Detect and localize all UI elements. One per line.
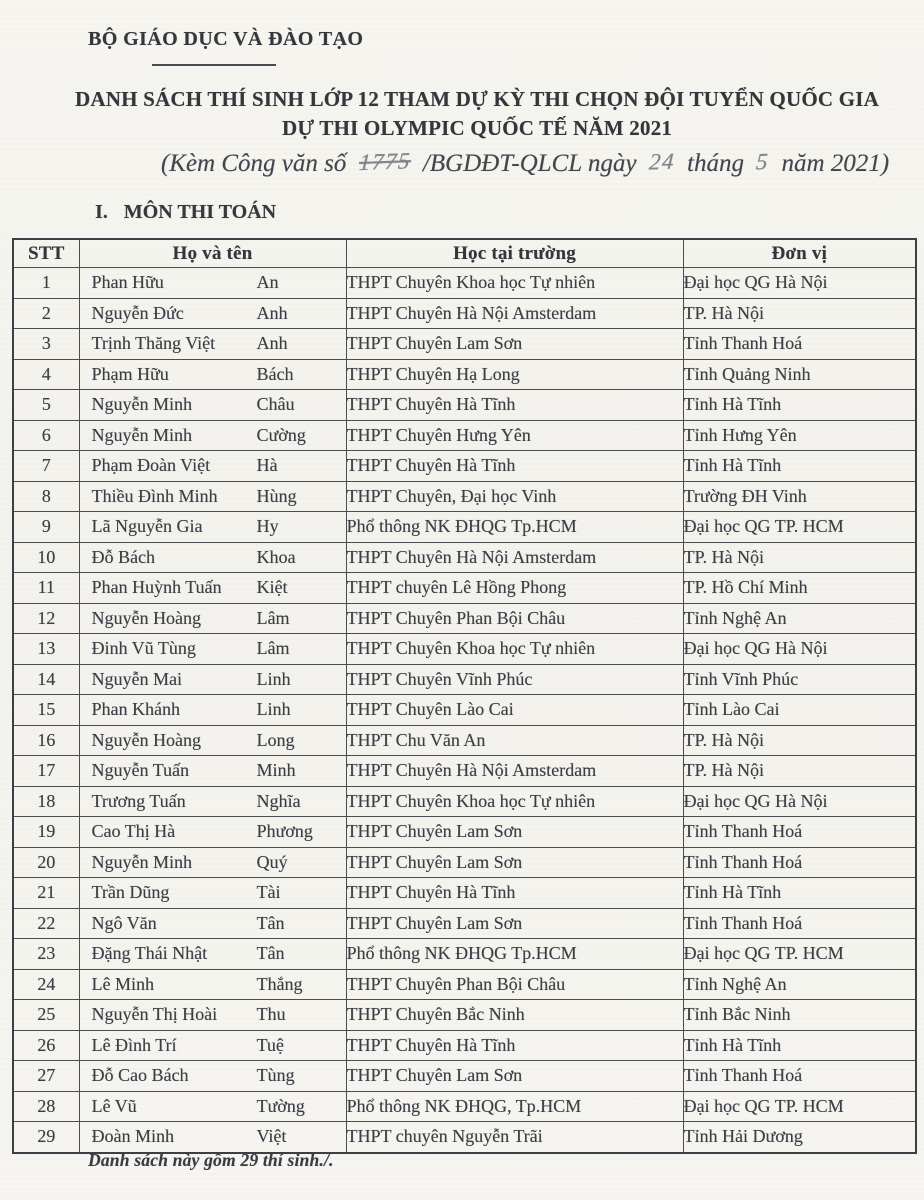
unit-cell: TP. Hà Nội <box>683 298 916 329</box>
stt-cell: 2 <box>13 298 79 329</box>
unit-cell: TP. Hà Nội <box>683 542 916 573</box>
family-name: Lê Vũ <box>91 1095 137 1116</box>
stt-cell: 21 <box>13 878 79 909</box>
table-row <box>13 329 916 360</box>
family-name: Đỗ Bách <box>91 546 155 567</box>
reference-prefix: (Kèm Công văn số <box>160 150 347 177</box>
header-school: Học tại trường <box>346 239 683 268</box>
unit-cell: Tỉnh Thanh Hoá <box>683 908 916 939</box>
section-number: I. <box>95 201 108 223</box>
given-name: Lâm <box>256 638 290 659</box>
school-cell: THPT Chuyên Phan Bội Châu <box>346 969 683 1000</box>
name-cell <box>79 298 346 329</box>
table-header-row <box>13 239 916 268</box>
school-cell: THPT Chuyên Hạ Long <box>346 359 683 390</box>
given-name: Linh <box>256 668 291 689</box>
table-row <box>13 756 916 787</box>
family-name: Cao Thị Hà <box>91 821 176 842</box>
table-row <box>13 695 916 726</box>
school-cell: THPT Chuyên Hà Tĩnh <box>346 1030 683 1061</box>
given-name: Quý <box>256 851 288 872</box>
reference-suffix: năm 2021) <box>781 150 890 177</box>
name-cell <box>79 786 346 817</box>
family-name: Phan Huỳnh Tuấn <box>91 577 222 598</box>
unit-cell: Tỉnh Hà Tĩnh <box>683 451 916 482</box>
given-name: Khoa <box>256 546 296 567</box>
unit-cell: Đại học QG Hà Nội <box>683 634 916 665</box>
school-cell: THPT chuyên Nguyễn Trãi <box>346 1122 683 1153</box>
name-cell <box>79 1061 346 1092</box>
school-cell: Phổ thông NK ĐHQG Tp.HCM <box>346 939 683 970</box>
table-row <box>13 390 916 421</box>
given-name: Lâm <box>256 607 290 628</box>
table-row <box>13 451 916 482</box>
name-cell <box>79 634 346 665</box>
given-name: Thu <box>256 1004 286 1025</box>
unit-cell: Tỉnh Lào Cai <box>683 695 916 726</box>
stt-cell: 16 <box>13 725 79 756</box>
school-cell: THPT Chuyên Lam Sơn <box>346 1061 683 1092</box>
table-row <box>13 542 916 573</box>
school-cell: THPT Chuyên Lam Sơn <box>346 329 683 360</box>
given-name: Tùng <box>256 1065 295 1086</box>
family-name: Nguyễn Thị Hoài <box>91 1004 218 1025</box>
unit-cell: TP. Hồ Chí Minh <box>683 573 916 604</box>
name-cell <box>79 725 346 756</box>
family-name: Nguyễn Minh <box>91 424 192 445</box>
table-row <box>13 664 916 695</box>
name-cell <box>79 573 346 604</box>
stt-cell: 12 <box>13 603 79 634</box>
name-cell <box>79 664 346 695</box>
school-cell: THPT Chu Văn An <box>346 725 683 756</box>
given-name: Long <box>256 729 295 750</box>
name-cell <box>79 359 346 390</box>
given-name: Việt <box>256 1126 287 1147</box>
unit-cell: Trường ĐH Vinh <box>683 481 916 512</box>
unit-cell: Tỉnh Hưng Yên <box>683 420 916 451</box>
given-name: Hà <box>256 455 278 476</box>
family-name: Trương Tuấn <box>91 790 186 811</box>
school-cell: THPT chuyên Lê Hồng Phong <box>346 573 683 604</box>
name-cell <box>79 1122 346 1153</box>
stt-cell: 4 <box>13 359 79 390</box>
handwritten-doc-number: 1775 <box>357 148 412 175</box>
family-name: Phạm Đoàn Việt <box>91 455 211 476</box>
unit-cell: Tỉnh Thanh Hoá <box>683 1061 916 1092</box>
name-cell <box>79 329 346 360</box>
name-cell <box>79 451 346 482</box>
school-cell: THPT Chuyên Hà Tĩnh <box>346 390 683 421</box>
table-row <box>13 1122 916 1153</box>
table-row <box>13 1030 916 1061</box>
given-name: Tường <box>256 1095 305 1116</box>
unit-cell: Tỉnh Thanh Hoá <box>683 847 916 878</box>
school-cell: THPT Chuyên Bắc Ninh <box>346 1000 683 1031</box>
ministry-underline <box>152 64 276 66</box>
name-cell <box>79 817 346 848</box>
section-title: MÔN THI TOÁN <box>123 201 277 223</box>
family-name: Phan Khánh <box>91 699 180 720</box>
name-cell <box>79 390 346 421</box>
stt-cell: 14 <box>13 664 79 695</box>
unit-cell: Tỉnh Hà Tĩnh <box>683 1030 916 1061</box>
stt-cell: 28 <box>13 1091 79 1122</box>
name-cell <box>79 878 346 909</box>
given-name: Tân <box>256 943 285 964</box>
stt-cell: 8 <box>13 481 79 512</box>
unit-cell: Tỉnh Vĩnh Phúc <box>683 664 916 695</box>
stt-cell: 23 <box>13 939 79 970</box>
stt-cell: 6 <box>13 420 79 451</box>
family-name: Phạm Hữu <box>91 363 169 384</box>
stt-cell: 26 <box>13 1030 79 1061</box>
school-cell: THPT Chuyên Lào Cai <box>346 695 683 726</box>
stt-cell: 19 <box>13 817 79 848</box>
table-row <box>13 969 916 1000</box>
given-name: Tuệ <box>256 1034 284 1055</box>
unit-cell: Tỉnh Hà Tĩnh <box>683 390 916 421</box>
name-cell <box>79 512 346 543</box>
school-cell: THPT Chuyên Hưng Yên <box>346 420 683 451</box>
family-name: Lã Nguyễn Gia <box>91 516 203 537</box>
name-cell <box>79 847 346 878</box>
family-name: Nguyễn Tuấn <box>91 760 190 781</box>
stt-cell: 24 <box>13 969 79 1000</box>
header-unit: Đơn vị <box>683 239 916 268</box>
stt-cell: 10 <box>13 542 79 573</box>
school-cell: THPT Chuyên Hà Nội Amsterdam <box>346 756 683 787</box>
unit-cell: TP. Hà Nội <box>683 725 916 756</box>
family-name: Nguyễn Đức <box>91 302 184 323</box>
given-name: Tân <box>256 912 285 933</box>
stt-cell: 9 <box>13 512 79 543</box>
school-cell: THPT Chuyên Khoa học Tự nhiên <box>346 634 683 665</box>
unit-cell: Tỉnh Quảng Ninh <box>683 359 916 390</box>
given-name: Nghĩa <box>256 790 301 811</box>
unit-cell: Đại học QG TP. HCM <box>683 512 916 543</box>
document-reference-line <box>130 144 920 184</box>
stt-cell: 13 <box>13 634 79 665</box>
table-row <box>13 908 916 939</box>
family-name: Phan Hữu <box>91 272 164 293</box>
ministry-name: BỘ GIÁO DỤC VÀ ĐÀO TẠO <box>88 28 364 50</box>
table-row <box>13 298 916 329</box>
given-name: Bách <box>256 363 294 384</box>
school-cell: THPT Chuyên Phan Bội Châu <box>346 603 683 634</box>
table-row <box>13 939 916 970</box>
unit-cell: Tỉnh Hải Dương <box>683 1122 916 1153</box>
given-name: Anh <box>256 302 288 323</box>
family-name: Trần Dũng <box>91 882 170 903</box>
school-cell: THPT Chuyên, Đại học Vinh <box>346 481 683 512</box>
unit-cell: Đại học QG TP. HCM <box>683 939 916 970</box>
table-row <box>13 481 916 512</box>
stt-cell: 5 <box>13 390 79 421</box>
table-row <box>13 847 916 878</box>
school-cell: THPT Chuyên Vĩnh Phúc <box>346 664 683 695</box>
given-name: Phương <box>256 821 313 842</box>
reference-month-label: tháng <box>687 150 744 177</box>
school-cell: THPT Chuyên Hà Nội Amsterdam <box>346 542 683 573</box>
given-name: An <box>256 272 279 293</box>
given-name: Tài <box>256 882 281 903</box>
given-name: Châu <box>256 394 295 415</box>
given-name: Thắng <box>256 973 303 994</box>
stt-cell: 17 <box>13 756 79 787</box>
name-cell <box>79 542 346 573</box>
family-name: Trịnh Thăng Việt <box>91 333 216 354</box>
stt-cell: 22 <box>13 908 79 939</box>
stt-cell: 20 <box>13 847 79 878</box>
family-name: Đoàn Minh <box>91 1126 174 1147</box>
name-cell <box>79 756 346 787</box>
family-name: Thiều Đình Minh <box>91 485 218 506</box>
reference-mid: /BGDĐT-QLCL ngày <box>422 150 637 177</box>
name-cell <box>79 1091 346 1122</box>
given-name: Kiệt <box>256 577 288 598</box>
document-title <box>40 85 914 143</box>
footer-note: Danh sách này gồm 29 thí sinh./. <box>88 1150 334 1170</box>
name-cell <box>79 268 346 299</box>
candidate-table <box>12 238 917 1154</box>
name-cell <box>79 969 346 1000</box>
name-cell <box>79 695 346 726</box>
unit-cell: Tỉnh Thanh Hoá <box>683 817 916 848</box>
stt-cell: 15 <box>13 695 79 726</box>
name-cell <box>79 939 346 970</box>
stt-cell: 27 <box>13 1061 79 1092</box>
table-row <box>13 1000 916 1031</box>
school-cell: THPT Chuyên Lam Sơn <box>346 908 683 939</box>
table-row <box>13 786 916 817</box>
table-row <box>13 573 916 604</box>
header-stt: STT <box>13 239 79 268</box>
name-cell <box>79 908 346 939</box>
table-row <box>13 512 916 543</box>
stt-cell: 11 <box>13 573 79 604</box>
stt-cell: 1 <box>13 268 79 299</box>
stt-cell: 3 <box>13 329 79 360</box>
document-title-line1: DANH SÁCH THÍ SINH LỚP 12 THAM DỰ KỲ THI CHỌN ĐỘI TUYỂN QUỐC GIA <box>75 87 879 111</box>
given-name: Hùng <box>256 485 297 506</box>
name-cell <box>79 420 346 451</box>
name-cell <box>79 1000 346 1031</box>
school-cell: THPT Chuyên Khoa học Tự nhiên <box>346 268 683 299</box>
family-name: Nguyễn Mai <box>91 668 182 689</box>
stt-cell: 7 <box>13 451 79 482</box>
family-name: Lê Minh <box>91 973 154 994</box>
school-cell: THPT Chuyên Hà Nội Amsterdam <box>346 298 683 329</box>
school-cell: THPT Chuyên Hà Tĩnh <box>346 878 683 909</box>
handwritten-month: 5 <box>755 148 771 175</box>
table-row <box>13 420 916 451</box>
handwritten-day: 24 <box>647 148 676 175</box>
given-name: Linh <box>256 699 291 720</box>
family-name: Đinh Vũ Tùng <box>91 638 196 659</box>
school-cell: Phổ thông NK ĐHQG Tp.HCM <box>346 512 683 543</box>
table-row <box>13 817 916 848</box>
stt-cell: 18 <box>13 786 79 817</box>
table-row <box>13 634 916 665</box>
name-cell <box>79 481 346 512</box>
family-name: Nguyễn Hoàng <box>91 607 201 628</box>
stt-cell: 25 <box>13 1000 79 1031</box>
given-name: Cường <box>256 424 306 445</box>
school-cell: THPT Chuyên Hà Tĩnh <box>346 451 683 482</box>
name-cell <box>79 603 346 634</box>
family-name: Nguyễn Minh <box>91 394 192 415</box>
unit-cell: Tỉnh Thanh Hoá <box>683 329 916 360</box>
school-cell: Phổ thông NK ĐHQG, Tp.HCM <box>346 1091 683 1122</box>
given-name: Anh <box>256 333 288 354</box>
family-name: Đặng Thái Nhật <box>91 943 208 964</box>
family-name: Đỗ Cao Bách <box>91 1065 189 1086</box>
table-row <box>13 603 916 634</box>
school-cell: THPT Chuyên Khoa học Tự nhiên <box>346 786 683 817</box>
family-name: Ngô Văn <box>91 912 157 933</box>
table-row <box>13 359 916 390</box>
stt-cell: 29 <box>13 1122 79 1153</box>
table-row <box>13 1061 916 1092</box>
header-name: Họ và tên <box>79 239 346 268</box>
table-row <box>13 878 916 909</box>
name-cell <box>79 1030 346 1061</box>
table-row <box>13 1091 916 1122</box>
unit-cell: Đại học QG Hà Nội <box>683 268 916 299</box>
family-name: Nguyễn Minh <box>91 851 192 872</box>
section-heading <box>95 201 276 224</box>
school-cell: THPT Chuyên Lam Sơn <box>346 847 683 878</box>
given-name: Hy <box>256 516 279 537</box>
family-name: Nguyễn Hoàng <box>91 729 201 750</box>
table-body <box>13 268 916 1153</box>
family-name: Lê Đình Trí <box>91 1034 177 1055</box>
table-row <box>13 268 916 299</box>
unit-cell: Tỉnh Nghệ An <box>683 603 916 634</box>
table-row <box>13 725 916 756</box>
unit-cell: Đại học QG Hà Nội <box>683 786 916 817</box>
unit-cell: Tỉnh Nghệ An <box>683 969 916 1000</box>
unit-cell: Tỉnh Hà Tĩnh <box>683 878 916 909</box>
document-title-line2: DỰ THI OLYMPIC QUỐC TẾ NĂM 2021 <box>281 116 673 140</box>
school-cell: THPT Chuyên Lam Sơn <box>346 817 683 848</box>
unit-cell: Đại học QG TP. HCM <box>683 1091 916 1122</box>
given-name: Minh <box>256 760 296 781</box>
unit-cell: TP. Hà Nội <box>683 756 916 787</box>
unit-cell: Tỉnh Bắc Ninh <box>683 1000 916 1031</box>
